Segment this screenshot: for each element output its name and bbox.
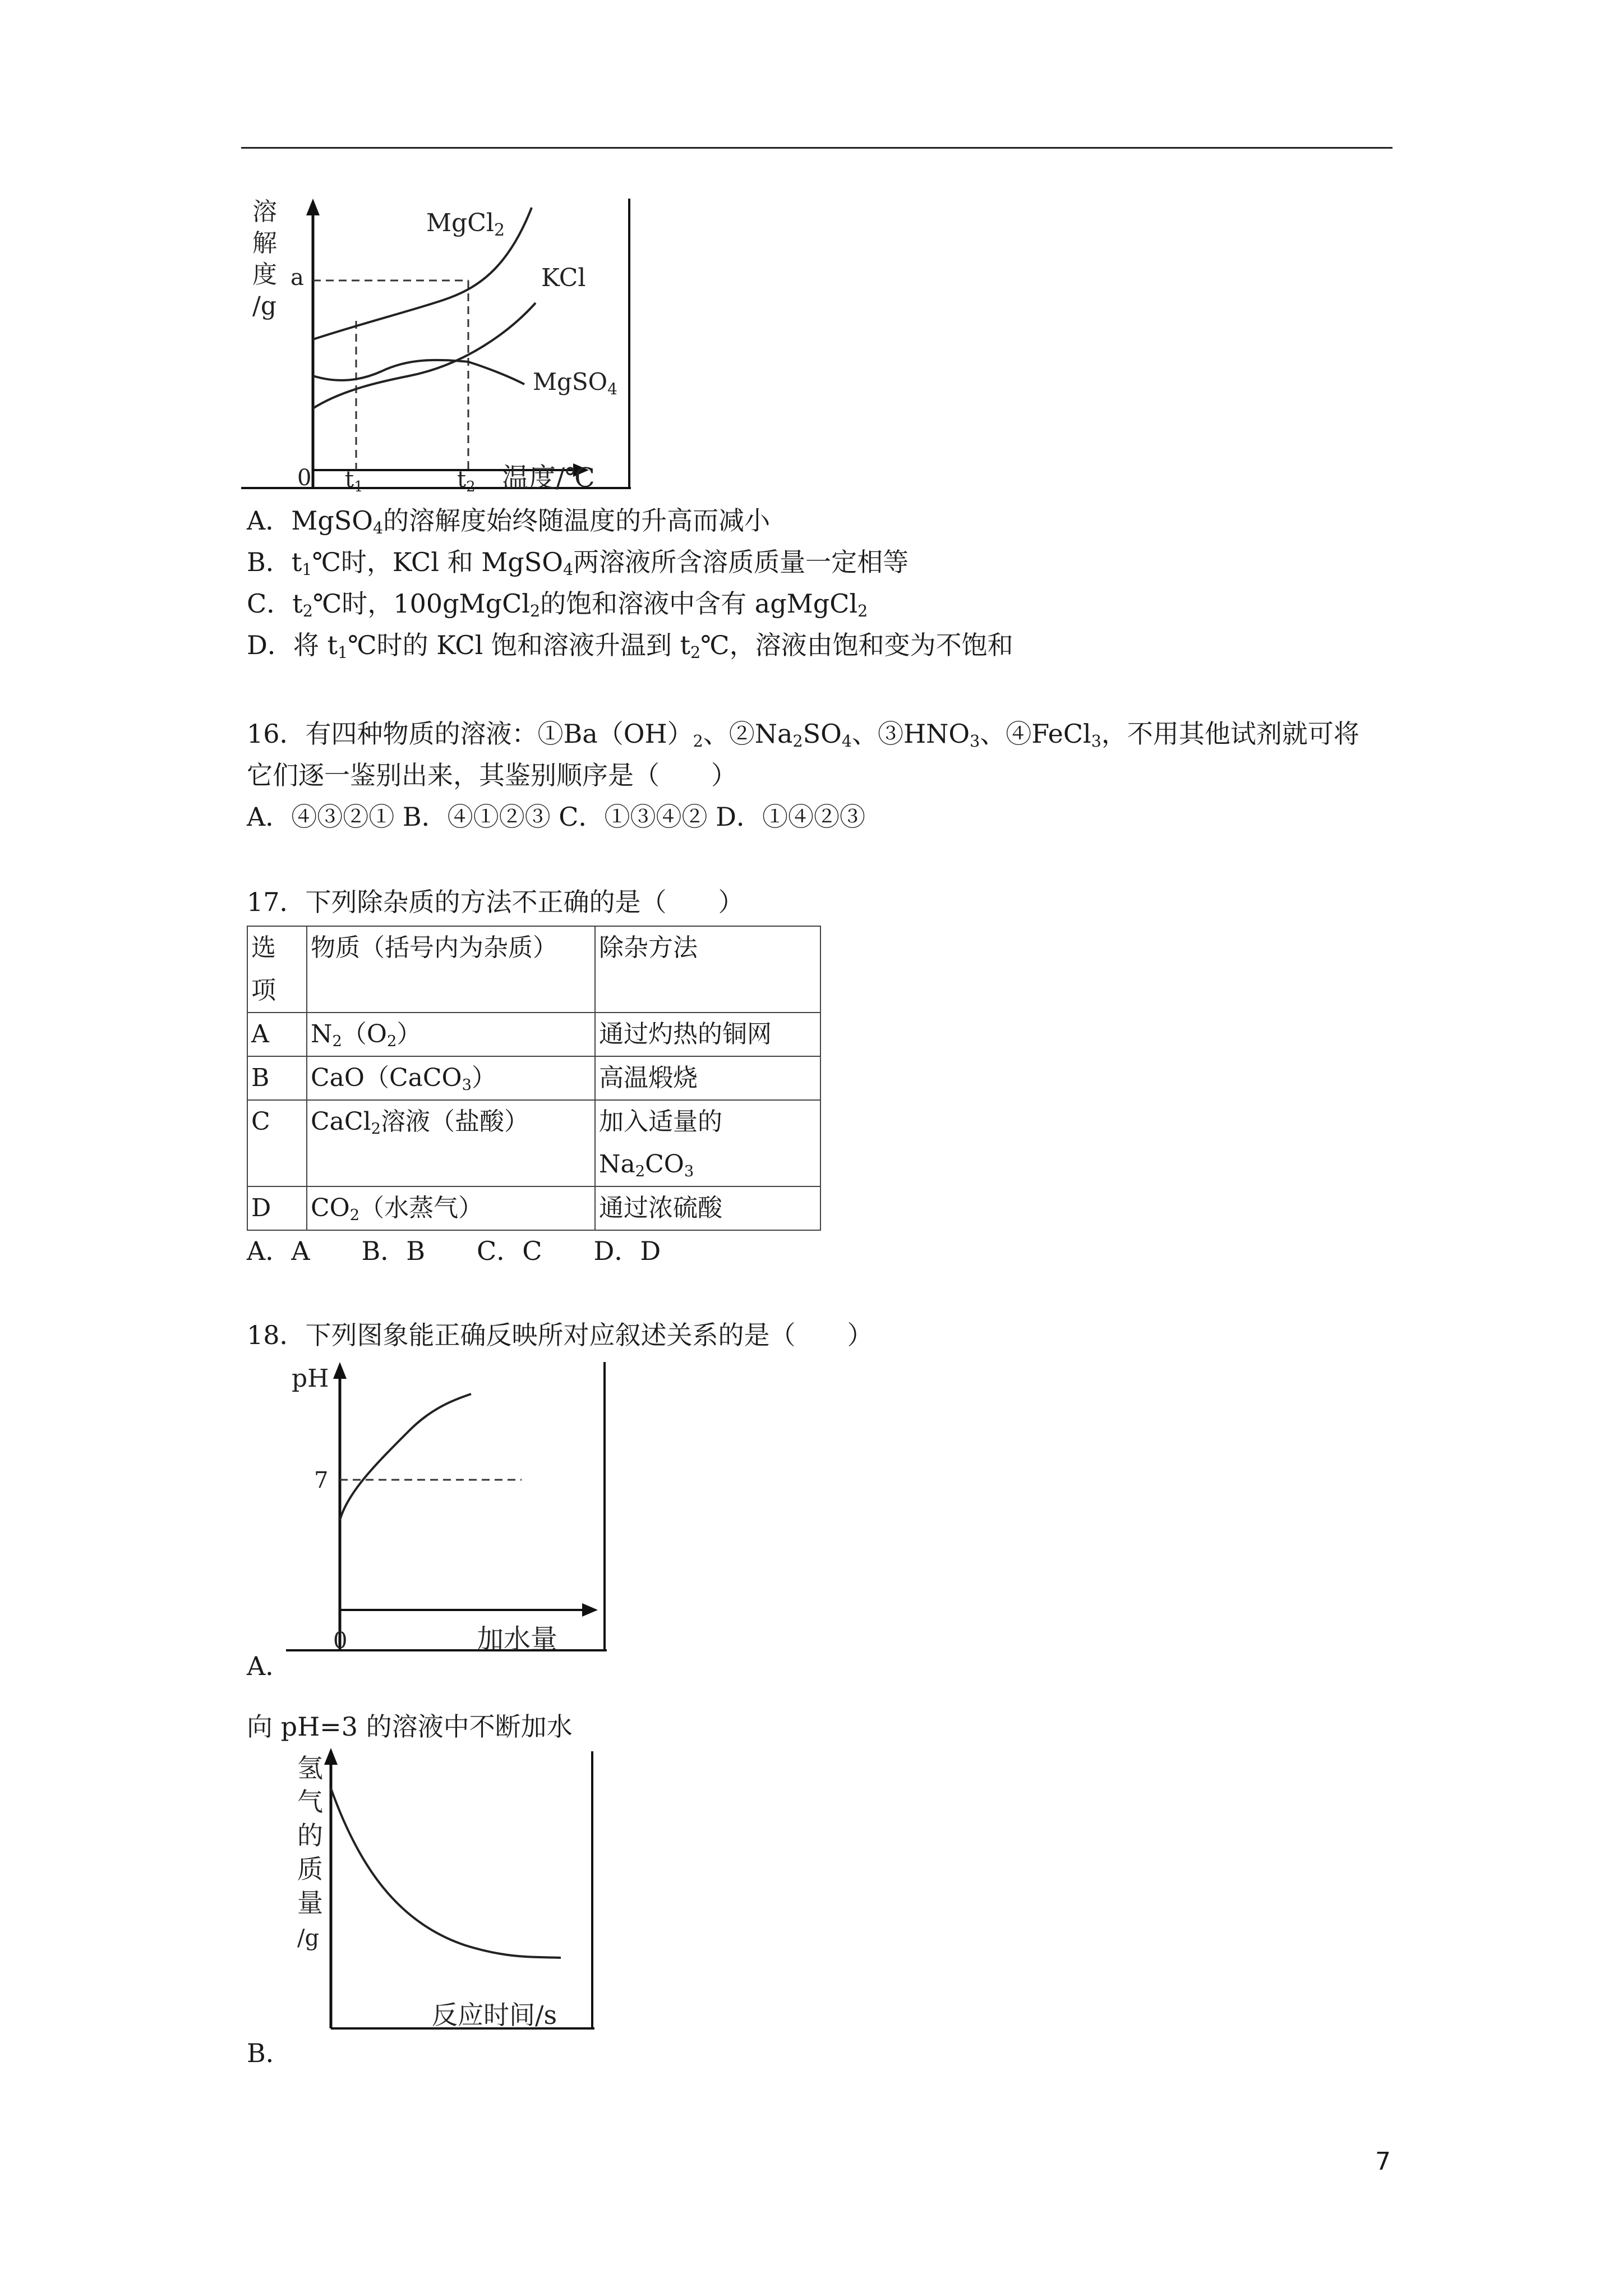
mgso4-label: MgSO4	[533, 368, 617, 398]
mgcl2-label: MgCl2	[426, 209, 505, 240]
q18-option-b-letter: B．	[247, 2038, 292, 2068]
y-axis-char-4: 质	[297, 1854, 323, 1884]
kcl-label: KCl	[541, 264, 586, 292]
x-axis-label: 温度/℃	[502, 462, 595, 494]
ph-curve-figure	[286, 1358, 611, 1660]
row-b-substance: CaO（CaCO$_3$）	[307, 1056, 595, 1100]
q16-options: A．④③②① B．④①②③ C．①③④② D．①④②③	[247, 802, 865, 832]
solubility-curve-figure	[241, 191, 645, 494]
row-b-method: 高温煅烧	[595, 1056, 820, 1100]
a-label: a	[291, 265, 304, 291]
q17-options: A．A B．B C．C D．D	[247, 1236, 661, 1266]
y-axis-char-5: 量	[297, 1888, 323, 1918]
row-d-option: D	[247, 1186, 307, 1230]
q15-option-c: C．$t_2℃$时，100gMgCl$_2$的饱和溶液中含有 agMgCl$_2$	[247, 588, 868, 621]
row-d-substance: $CO_2$（水蒸气）	[307, 1186, 595, 1230]
t2-label: $t_2$	[457, 467, 476, 494]
y-axis-char-6: /g	[297, 1925, 320, 1951]
page-number: 7	[1375, 2147, 1391, 2176]
y-axis-label-1: 溶	[252, 197, 277, 226]
row-a-method: 通过灼热的铜网	[595, 1013, 820, 1056]
table-row	[247, 1100, 820, 1186]
row-a-substance: $N_2(O_2)$	[307, 1013, 595, 1056]
y-axis-label-4: /g	[252, 292, 276, 320]
q18-stem: 18．下列图象能正确反映所对应叙述关系的是（ ）	[247, 1320, 873, 1350]
q15-option-d: D．将 $t_1℃$时的 KCl 饱和溶液升温到 $t_2℃$，溶液由饱和变为不饱和	[247, 630, 1013, 662]
origin-label: 0	[333, 1628, 348, 1654]
header-method: 除杂方法	[595, 926, 820, 1013]
header-option: 选 项	[247, 926, 307, 1013]
row-a-option: A	[247, 1013, 307, 1056]
y-axis-label-2: 解	[252, 229, 277, 257]
t1-label: $t_1$	[345, 467, 363, 494]
q18-option-a-text: 向 pH=3 的溶液中不断加水	[247, 1711, 573, 1742]
q15-option-b: B．$t_1℃$时，KCl 和 MgSO$_4$两溶液所含溶质质量一定相等	[247, 547, 909, 579]
header-rule	[241, 147, 1393, 149]
row-b-option: B	[247, 1056, 307, 1100]
y-axis-label-3: 度	[252, 260, 277, 289]
y-axis-char-3: 的	[297, 1820, 323, 1851]
row-c-method: 加入适量的 $Na_2CO_3$	[595, 1100, 820, 1186]
ph-axis-label: pH	[292, 1364, 329, 1393]
row-c-option: C	[247, 1100, 307, 1186]
q17-table	[247, 926, 821, 1231]
water-axis-label: 加水量	[477, 1623, 558, 1655]
q16-stem-line-2: 它们逐一鉴别出来，其鉴别顺序是（ ）	[247, 760, 737, 790]
q15-option-a: A．MgSO$_4$的溶解度始终随温度的升高而减小	[247, 505, 771, 538]
q18-option-a-letter: A．	[247, 1651, 292, 1681]
row-d-method: 通过浓硫酸	[595, 1186, 820, 1230]
table-row	[247, 1013, 820, 1056]
seven-label: 7	[314, 1467, 329, 1493]
table-row	[247, 1186, 820, 1230]
row-c-substance: CaCl$_2$溶液（盐酸）	[307, 1100, 595, 1186]
table-row	[247, 1056, 820, 1100]
time-axis-label: 反应时间/s	[432, 2000, 557, 2030]
q17-stem: 17．下列除杂质的方法不正确的是（ ）	[247, 887, 744, 917]
y-axis-char-1: 氢	[297, 1753, 323, 1783]
header-substance: 物质（括号内为杂质）	[307, 926, 595, 1013]
origin-label: 0	[297, 465, 312, 491]
hydrogen-mass-figure	[286, 1743, 600, 2046]
y-axis-char-2: 气	[297, 1787, 323, 1817]
table-header-row	[247, 926, 820, 1013]
q16-stem-line-1: 16．有四种物质的溶液：$①Ba(OH)_2$、$②Na_2SO_4$、$③HNO_3$、④FeCl$_3$，不用其他试剂就可将	[247, 719, 1359, 751]
